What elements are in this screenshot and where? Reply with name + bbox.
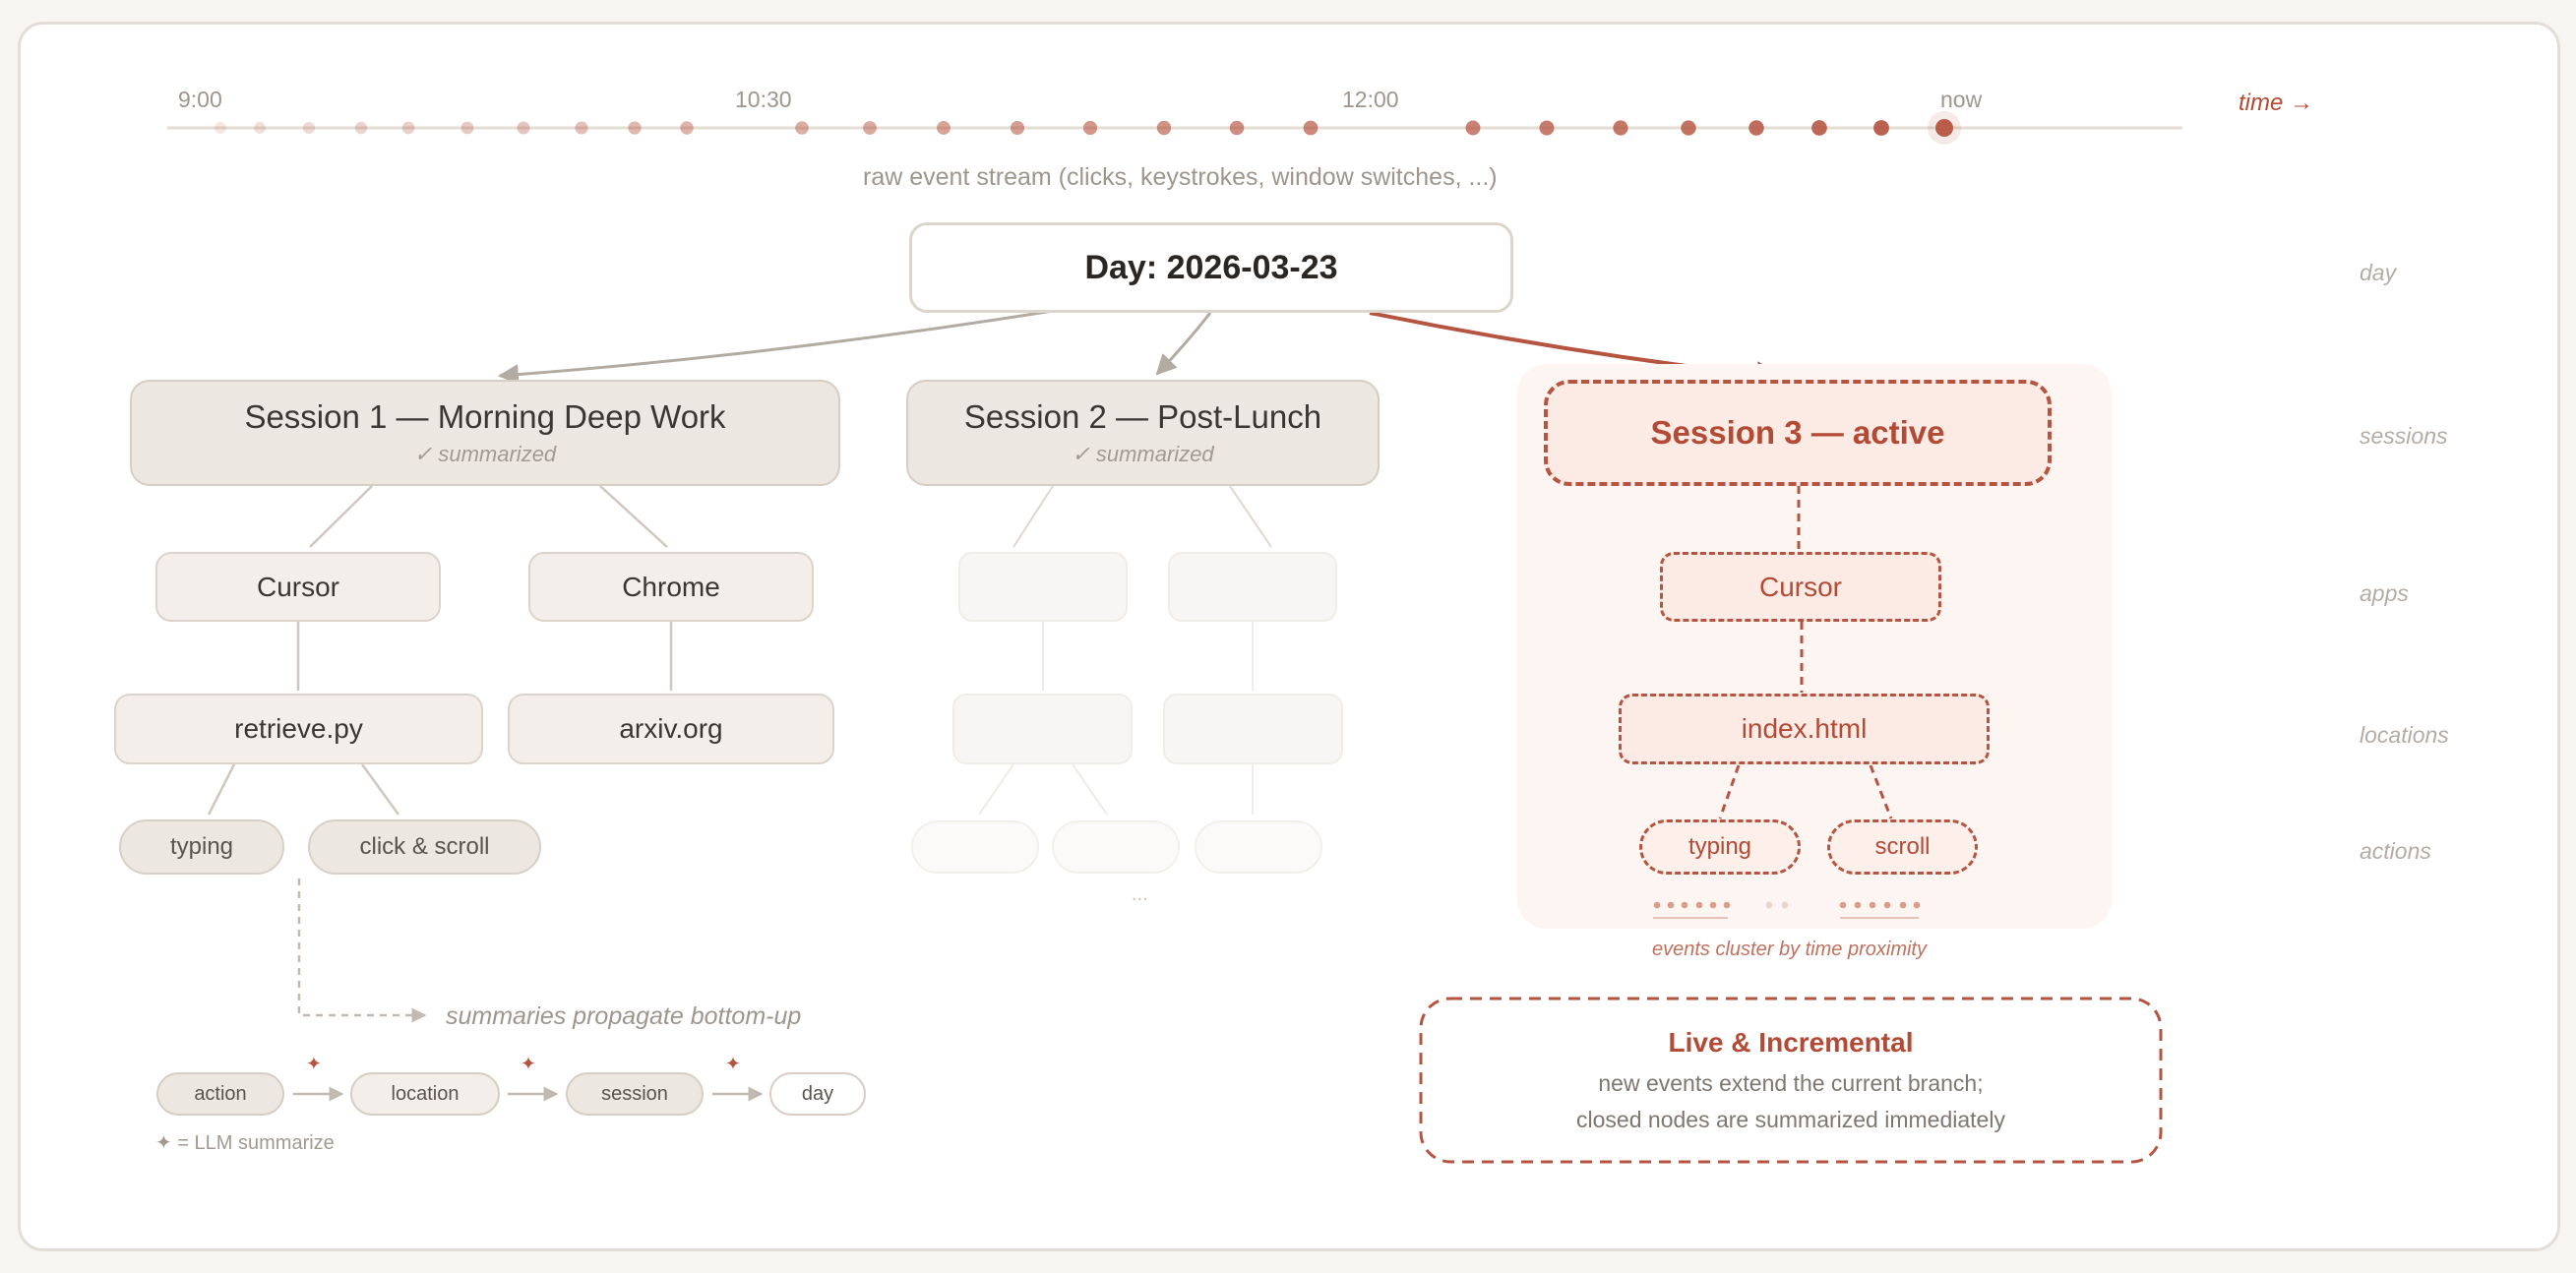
level-label-apps: apps [2360,580,2409,606]
level-label-actions: actions [2360,838,2431,864]
event-dot [680,121,693,134]
session3-node [1544,380,2052,486]
event-dot [937,121,951,135]
tick-label-now: now [1940,87,1983,112]
event-dot [1466,121,1481,136]
tick-label-1200: 12:00 [1342,87,1399,112]
legend-step-label: action [194,1082,247,1105]
app-label: Cursor [256,571,339,602]
legend-step-label: location [391,1082,460,1105]
session1-app-chrome [528,552,814,622]
legend-step-location [350,1072,500,1116]
legend-note: ✦ = LLM summarize [155,1132,335,1154]
session2-app-placeholder [1168,552,1337,622]
session2-node [906,380,1380,486]
arrow-day-session2 [1157,313,1210,374]
session3-action-scroll [1827,819,1978,875]
event-dot [1681,120,1695,135]
live-line2: closed nodes are summarized immediately [1576,1107,2005,1132]
session2-action-placeholder [1195,820,1322,874]
arrow-day-session1 [500,311,1053,376]
event-dot [1304,121,1319,136]
legend-step-session [566,1072,704,1116]
session1-app-cursor [155,552,441,622]
action-label: scroll [1874,833,1931,860]
session1-title: Session 1 — Morning Deep Work [244,398,726,435]
live-title: Live & Incremental [1668,1027,1914,1058]
app-label: Chrome [622,571,720,602]
session3-app-cursor [1660,552,1941,622]
event-dot [402,122,415,135]
event-dot [575,121,587,134]
session2-location-placeholder [1163,694,1343,764]
session1-status: ✓ summarized [413,442,557,466]
event-dot [1230,121,1245,136]
action-label: typing [1687,833,1752,860]
event-dot [863,121,877,135]
level-label-locations: locations [2360,722,2449,748]
tick-label-900: 9:00 [178,87,222,112]
event-dot [461,122,474,135]
session2-title: Session 2 — Post-Lunch [963,398,1322,435]
event-dot [215,122,226,134]
event-dot [303,122,315,134]
action-label: click & scroll [359,833,490,860]
time-axis-label: time → [2239,90,2314,116]
legend-step-label: session [601,1082,668,1105]
location-label: index.html [1741,713,1868,744]
day-title: Day: 2026-03-23 [1084,248,1338,286]
event-dot [1873,120,1889,136]
session2-status: ✓ summarized [1072,442,1214,466]
level-label-day: day [2360,260,2397,285]
session2-action-placeholder [1052,820,1180,874]
event-dot [518,122,530,135]
session1-location-arxiv [508,694,834,764]
cluster-caption: events cluster by time proximity [1652,939,1927,960]
session2-more: ... [1132,883,1148,905]
tick-label-1030: 10:30 [735,87,792,112]
legend-step-day [769,1072,866,1116]
level-label-sessions: sessions [2360,423,2448,449]
event-dot [795,121,809,135]
session2-location-placeholder [952,694,1133,764]
event-dot [628,121,641,134]
session1-action-typing [119,819,284,875]
propagation-note: summaries propagate bottom-up [446,1002,802,1030]
action-label: typing [169,833,234,860]
app-label: Cursor [1758,571,1842,602]
event-dot [1539,120,1554,135]
spark-icon: ✦ [725,1054,741,1075]
live-incremental-box [1421,999,2161,1162]
session1-action-click-scroll [308,819,541,875]
session2-action-placeholder [911,820,1039,874]
session3-title: Session 3 — active [1650,414,1945,451]
session3-location-index [1619,694,1990,764]
event-dot [1935,119,1953,137]
event-dot [1748,120,1764,136]
spark-icon: ✦ [306,1054,322,1075]
location-label: retrieve.py [234,713,363,744]
spark-icon: ✦ [521,1054,536,1075]
event-dot [355,122,367,134]
event-dot [254,122,266,134]
session2-app-placeholder [958,552,1128,622]
event-dot [1157,121,1171,135]
session1-node [130,380,840,486]
legend-step-action [156,1072,284,1116]
session3-action-typing [1639,819,1801,875]
event-dot [1083,121,1097,135]
location-label: arxiv.org [619,713,723,744]
event-dot [1811,120,1827,136]
day-node [909,222,1513,313]
event-stream-caption: raw event stream (clicks, keystrokes, window switches, ...) [863,163,1498,191]
event-dot [1613,120,1627,135]
propagation-arrow [299,879,425,1015]
session1-location-retrieve [114,694,483,764]
event-dot [1011,121,1024,135]
live-line1: new events extend the current branch; [1598,1070,1984,1096]
legend-step-label: day [801,1082,834,1105]
